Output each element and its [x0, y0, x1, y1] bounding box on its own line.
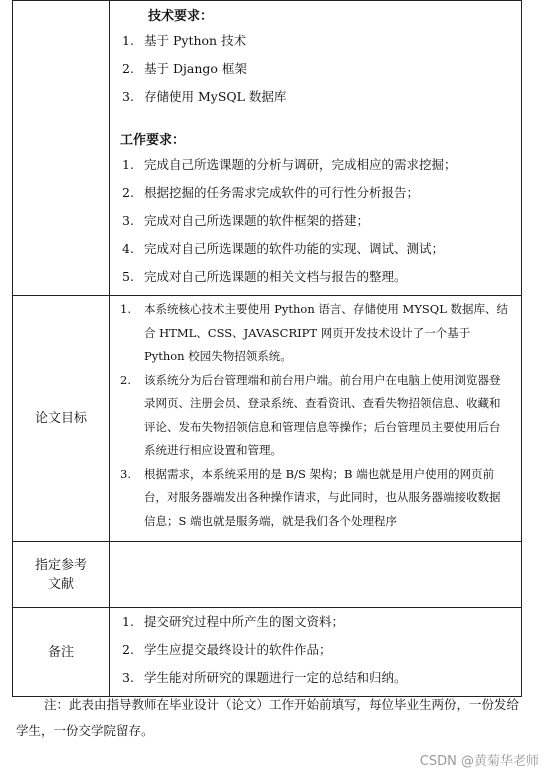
- task-table: [12, 0, 522, 697]
- remarks-list: [118, 608, 513, 692]
- thesis-goal-list: [118, 298, 511, 533]
- task-form: [12, 0, 522, 697]
- list-item: 3. 完成对自己所选课题的软件框架的搭建；: [122, 213, 370, 228]
- remarks-row: [13, 608, 522, 697]
- list-item: 2. 基于 Django 框架: [122, 61, 247, 76]
- list-item: 3. 存储使用 MySQL 数据库: [122, 89, 287, 104]
- requirements-content-cell: [110, 1, 522, 296]
- references-content-cell: [110, 542, 522, 608]
- remarks-label: 备注: [13, 608, 110, 697]
- list-item: 2. 学生应提交最终设计的软件作品；: [122, 642, 332, 657]
- list-item: 1. 提交研究过程中所产生的图文资料；: [122, 614, 345, 629]
- work-requirements-title: 工作要求：: [120, 133, 186, 148]
- requirements-row: [13, 1, 522, 296]
- references-label: 指定参考 文献: [13, 542, 110, 608]
- list-item: 3. 根据需求，本系统采用的是 B/S 架构；B 端也就是用户使用的网页前台，对服务器端发出各种操作请求，与此同时，也从服务器端接收数据信息；S 端也就是服务端，就是我们各个处理程序: [120, 466, 501, 528]
- list-item: 1. 本系统核心技术主要使用 Python 语言、存储使用 MYSQL 数据库、结合 HTML、CSS、JAVASCRIPT 网页开发技术设计了一个基于 Python 校园失物招领系统。: [120, 302, 509, 363]
- requirements-label-cell: [13, 1, 110, 296]
- tech-requirements-title: 技术要求：: [148, 9, 214, 24]
- list-item: 5. 完成对自己所选课题的相关文档与报告的整理。: [122, 269, 407, 284]
- list-item: 1. 基于 Python 技术: [122, 33, 247, 48]
- work-requirements-list: [118, 151, 513, 291]
- tech-requirements-list: [118, 27, 513, 111]
- remarks-content-cell: [110, 608, 522, 697]
- list-item: 4. 完成对自己所选课题的软件功能的实现、调试、测试；: [122, 241, 445, 256]
- list-item: 3. 学生能对所研究的课题进行一定的总结和归纳。: [122, 670, 407, 685]
- thesis-goal-content-cell: [110, 296, 522, 542]
- watermark: CSDN @黄菊华老师: [419, 754, 539, 769]
- references-row: [13, 542, 522, 608]
- list-item: 2. 该系统分为后台管理端和前台用户端。前台用户在电脑上使用浏览器登录网页、注册会员、登录系统、查看资讯、查看失物招领信息、收藏和评论、发布失物招领信息和管理信息等操作；后台管理员主要使用后台系统进行相应设置和管理。: [120, 372, 501, 457]
- list-item: 1. 完成自己所选课题的分析与调研，完成相应的需求挖掘；: [122, 157, 457, 172]
- footnote: 注：此表由指导教师在毕业设计（论文）工作开始前填写，每位毕业生两份，一份发给学生，一份交学院留存。: [16, 697, 520, 738]
- thesis-goal-row: [13, 296, 522, 542]
- thesis-goal-label: 论文目标: [13, 296, 110, 542]
- list-item: 2. 根据挖掘的任务需求完成软件的可行性分析报告；: [122, 185, 420, 200]
